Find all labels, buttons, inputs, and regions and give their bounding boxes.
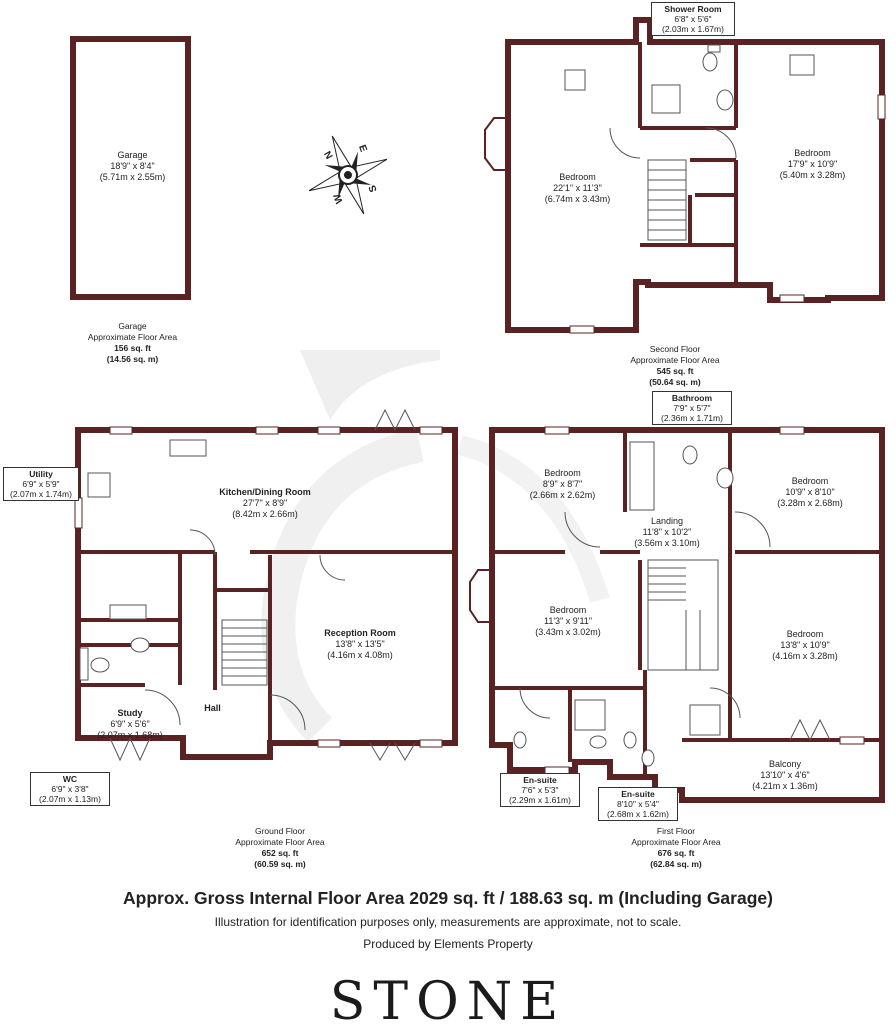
stone-logo: STONE (329, 972, 567, 1032)
wc-callout: WC 6'9" x 3'8" (2.07m x 1.13m) (30, 772, 110, 806)
ensuite-callout: En-suite 7'6" x 5'3" (2.29m x 1.61m) (500, 773, 580, 807)
balcony-label: Balcony 13'10" x 4'6" (4.21m x 1.36m) (752, 759, 818, 791)
compass-letter-n: N (321, 149, 335, 162)
compass-letter-s: S (367, 183, 380, 194)
second-floor-bedroom-label: Bedroom 17'9" x 10'9" (5.40m x 3.28m) (779, 148, 846, 180)
bathroom-callout: Bathroom 7'9" x 5'7" (2.36m x 1.71m) (652, 391, 732, 425)
first-floor-bedroom-label: Bedroom 13'8" x 10'9" (4.16m x 3.28m) (772, 629, 838, 661)
garage-room-label: Garage 18'9" x 8'4" (5.71m x 2.55m) (99, 150, 166, 182)
first-floor-bedroom-label: Bedroom 8'9" x 8'7" (2.66m x 2.62m) (529, 468, 596, 500)
first-floor-area-label: First Floor Approximate Floor Area 676 sq. ft (62.84 sq. m) (631, 826, 721, 869)
compass-icon (293, 120, 402, 229)
compass-letter-e: E (356, 143, 369, 154)
ensuite-callout: En-suite 8'10" x 5'4" (2.68m x 1.62m) (598, 787, 678, 821)
disclaimer: Illustration for identification purposes only, measurements are approximate, not to scale. (214, 915, 682, 929)
first-floor-bedroom-label: Bedroom 10'9" x 8'10" (3.28m x 2.68m) (777, 476, 843, 508)
reception-room-label: Reception Room 13'8" x 13'5" (4.16m x 4.08m) (324, 628, 396, 660)
kitchen-dining-label: Kitchen/Dining Room 27'7" x 8'9" (8.42m x 2.66m) (219, 487, 311, 519)
compass-letter-w: W (331, 192, 346, 205)
second-floor-internal-walls (640, 42, 736, 282)
gross-floor-area: Approx. Gross Internal Floor Area 2029 sq. ft / 188.63 sq. m (Including Garage) (123, 888, 773, 908)
garage-area-label: Garage Approximate Floor Area 156 sq. ft (14.56 sq. m) (87, 321, 178, 364)
second-floor-bedroom-label: Bedroom 22'1" x 11'3" (6.74m x 3.43m) (544, 172, 611, 204)
ground-floor-area-label: Ground Floor Approximate Floor Area 652 sq. ft (60.59 sq. m) (235, 826, 325, 869)
first-floor-bedroom-label: Bedroom 11'3" x 9'11" (3.43m x 3.02m) (535, 605, 601, 637)
second-floor-area-label: Second Floor Approximate Floor Area 545 sq. ft (50.64 sq. m) (630, 344, 720, 387)
shower-room-callout: Shower Room 6'8" x 5'6" (2.03m x 1.67m) (651, 2, 735, 36)
utility-callout: Utility 6'9" x 5'9" (2.07m x 1.74m) (3, 467, 79, 501)
hall-label: Hall (204, 703, 221, 713)
producer-credit: Produced by Elements Property (363, 937, 533, 951)
study-label: Study 6'9" x 5'6" (2.07m x 1.68m) (97, 708, 163, 740)
landing-label: Landing 11'8" x 10'2" (3.56m x 3.10m) (634, 516, 700, 548)
watermark (278, 350, 600, 730)
